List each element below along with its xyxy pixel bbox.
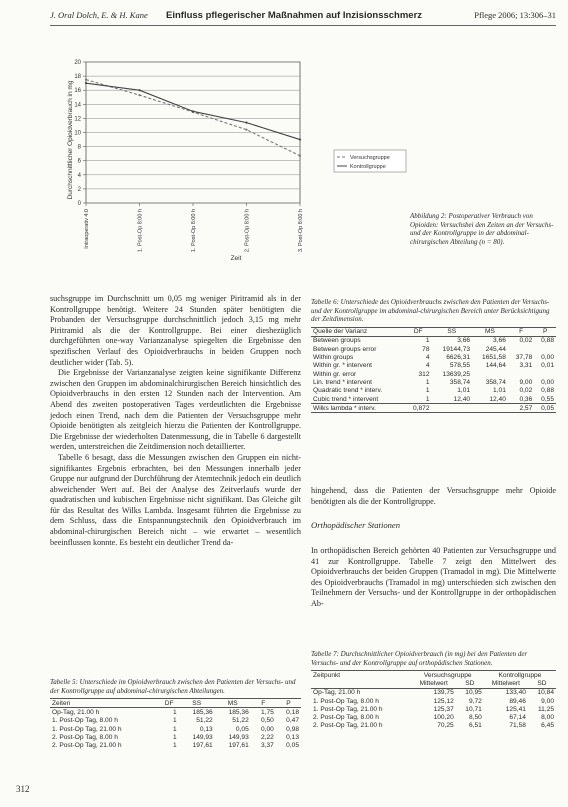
- y-tick-label: 6: [77, 158, 81, 165]
- data-point: [192, 110, 194, 112]
- table-row: [50, 741, 301, 749]
- col-header: Zeitpunkt: [313, 671, 341, 679]
- col-header: MS: [485, 328, 495, 336]
- table-cell: 245,44: [485, 345, 506, 353]
- y-tick-label: 10: [74, 130, 81, 137]
- table5-grid: [50, 698, 301, 750]
- table-cell: 125,12: [433, 697, 454, 705]
- col-header: SD: [537, 679, 547, 687]
- data-point: [85, 82, 87, 84]
- table-cell: [534, 370, 556, 378]
- figure-caption: Abbildung 2: Postoperativer Verbrauch von Opioiden: Versuchsbei den Zeiten an der Versuchs- und der Kontrollgruppe in der abdominal-chirurgischen Abteilung (n = 80).: [410, 212, 554, 246]
- table-cell: 8,00: [541, 714, 554, 722]
- table-cell: Within gr. error: [313, 370, 357, 378]
- table-cell: 1: [173, 742, 177, 750]
- series-line-1: [86, 80, 300, 156]
- table-cell: 51,22: [196, 717, 213, 725]
- y-tick-label: 14: [74, 102, 81, 109]
- table-cell: Between groups: [313, 337, 361, 345]
- table-7: [311, 650, 556, 730]
- col-header: P: [542, 328, 548, 336]
- y-tick-label: 4: [77, 172, 81, 179]
- table-cell: Between groups error: [313, 345, 377, 353]
- table-5: [50, 678, 301, 750]
- data-point: [245, 129, 247, 131]
- table-cell: 9,00: [541, 697, 554, 705]
- table-cell: 133,40: [505, 689, 526, 697]
- table-row: [311, 345, 556, 353]
- col-header: DF: [164, 699, 174, 707]
- table-cell: 13639,25: [442, 370, 471, 378]
- table6-grid: [311, 327, 556, 414]
- data-point: [299, 155, 301, 157]
- table-cell: 2. Post-Op Tag, 8.00 h: [52, 733, 118, 741]
- table-cell: 358,74: [449, 378, 471, 386]
- table-cell: 0,00: [541, 378, 554, 386]
- table-cell: 10,95: [465, 689, 482, 697]
- col-header: [311, 679, 412, 688]
- table-cell: 1. Post-Op Tag, 8.00 h: [313, 697, 379, 705]
- table-cell: 6,51: [468, 722, 482, 730]
- legend-label: Kontrollgruppe: [350, 164, 386, 170]
- y-tick-label: 2: [77, 186, 81, 193]
- table-cell: 125,37: [433, 705, 454, 713]
- table-cell: 149,93: [228, 733, 249, 741]
- table-cell: 185,36: [228, 708, 249, 716]
- col-header: Mittelwert: [491, 679, 520, 687]
- table-cell: 71,58: [509, 722, 526, 730]
- table-cell: 0,18: [286, 708, 299, 716]
- citation: Pflege 2006; 13:306–31: [474, 10, 556, 20]
- table-row: [311, 697, 556, 705]
- table-cell: [432, 404, 473, 413]
- table-cell: 89,46: [509, 697, 526, 705]
- col-header: Quelle der Varianz: [313, 328, 368, 336]
- table-row: [311, 336, 556, 345]
- data-point: [138, 94, 140, 96]
- table-cell: 0,05: [235, 725, 249, 733]
- table-row: [311, 722, 556, 730]
- right-column-top: [311, 486, 556, 507]
- table-cell: 19144,73: [442, 345, 471, 353]
- table-6: [311, 298, 556, 413]
- table-cell: 1: [425, 387, 430, 395]
- y-tick-label: 18: [74, 74, 81, 81]
- table-cell: 0,02: [519, 337, 533, 345]
- table-cell: 12,40: [453, 395, 471, 403]
- table-cell: 1: [173, 717, 177, 725]
- table-cell: Op-Tag, 21.00 h: [52, 708, 100, 716]
- col-header: SD: [465, 679, 475, 687]
- col-header: Versuchsgruppe: [423, 671, 472, 679]
- table-cell: [508, 370, 534, 378]
- table-cell: 1,75: [261, 708, 274, 716]
- table-cell: 51,22: [232, 717, 249, 725]
- y-tick-label: 20: [74, 60, 81, 66]
- table-cell: [508, 345, 534, 353]
- table-caption: Tabelle 5: Unterschiede im Opioidverbrauch zwischen den Patienten der Versuchs- und der Kontrollgruppe auf abdominal-chirurgischen Abteilungen.: [50, 678, 296, 695]
- table-cell: 0,00: [541, 354, 554, 362]
- table-cell: 2. Post-Op Tag, 21.00 h: [52, 742, 122, 750]
- table-cell: 1. Post-Op Tag, 8.00 h: [52, 717, 118, 725]
- table-cell: 149,93: [192, 733, 213, 741]
- table-cell: 1: [425, 337, 430, 345]
- table-cell: 4: [425, 362, 430, 370]
- col-header: SS: [447, 328, 457, 336]
- table-row: [311, 713, 556, 721]
- table-row: [311, 378, 556, 386]
- y-tick-label: 16: [74, 88, 81, 95]
- table-cell: Op-Tag, 21.00 h: [313, 689, 361, 697]
- legend-label: Versuchsgruppe: [350, 155, 390, 161]
- header-rule: [50, 25, 556, 26]
- table-cell: 0,88: [541, 337, 554, 345]
- running-header: [50, 10, 556, 24]
- right-column-bottom: [311, 546, 556, 610]
- table-cell: 139,75: [433, 689, 454, 697]
- col-header: F: [519, 328, 524, 336]
- table-cell: 3,66: [457, 337, 471, 345]
- table-cell: 2,57: [519, 404, 533, 412]
- table-cell: 2. Post-Op Tag, 21.00 h: [313, 722, 383, 730]
- table-cell: 0,88: [541, 387, 554, 395]
- table-cell: [472, 370, 508, 378]
- table-cell: 578,55: [449, 362, 471, 370]
- table-cell: 1. Post-Op Tag, 21.00 h: [313, 705, 383, 713]
- table-cell: [534, 345, 556, 353]
- table-cell: 1: [173, 725, 177, 733]
- table-cell: 0,05: [541, 404, 554, 412]
- x-tick-label: 1. Post-Op 8:00 h: [191, 209, 197, 253]
- table7-grid: [311, 670, 556, 730]
- table-cell: 0,872: [413, 404, 430, 412]
- table-cell: 312: [418, 370, 430, 378]
- data-point: [138, 89, 140, 91]
- paragraph: In orthopädischen Bereich gehörten 40 Patienten zur Versuchsgruppe und 41 zur Kontrollgruppe. Tabelle 7 zeigt den Mittelwert des Opioidverbrauchs der beiden Gruppen (Tramadol in mg). Die Mittelwerte des Opioidverbrauchs (Tramadol in mg) unterschieden sich zwischen den Teilnehmern der Versuchs- und der Kontrollgruppe in der orthopädischen Ab-: [311, 546, 556, 608]
- chart-ylabel: Durchschnittlicher Opioidverbrauch in mg: [67, 80, 74, 200]
- chart-xlabel: Zeit: [230, 255, 242, 262]
- paragraph: hingehend, dass die Patienten der Versuchsgruppe mehr Opioide benötigten als die der Kontrollgruppe.: [311, 486, 556, 506]
- table-cell: 2. Post-Op Tag, 8.00 h: [313, 714, 379, 722]
- table-cell: 37,78: [515, 354, 533, 362]
- y-tick-label: 0: [77, 201, 81, 207]
- table-cell: [472, 404, 508, 413]
- table-cell: 1651,58: [482, 354, 506, 362]
- table-cell: Within gr. * intervent: [313, 362, 373, 370]
- table-cell: 6,45: [541, 722, 554, 730]
- paragraph: Die Ergebnisse der Varianzanalyse zeigten keine signifikante Differenz zwischen den Gruppen im abdominalchirurgischen Bereich hinsichtlich des Opioidverbrauchs in den ersten 12 Stunden nach der Intervention. Am Abend des zweiten postoperativen Tages verdeutlichten die Ergebnisse jedoch einen Trend, nach dem die Patienten der Versuchsgruppe mehr Opioide benötigten als zeitgleich hierzu die Patienten der Kontrollgruppe. Die Ergebnisse der wiederholten Datenmessung, die in Tabelle 6 dargestellt werden, unterstreichen die Zeitdimension noch detaillierter.: [50, 368, 301, 452]
- table-cell: 9,00: [519, 378, 533, 386]
- col-header: Mittelwert: [419, 679, 448, 687]
- table-row: [311, 353, 556, 361]
- table-row: [311, 705, 556, 713]
- table-cell: 9,72: [468, 697, 482, 705]
- table-cell: 67,14: [509, 714, 526, 722]
- article-title: Einfluss pflegerischer Maßnahmen auf Inzisionsschmerz: [166, 10, 423, 21]
- table-row: [50, 725, 301, 733]
- table-cell: 12,40: [489, 395, 506, 403]
- table-cell: Lin. trend * intervent: [313, 378, 373, 386]
- table-cell: 1. Post-Op Tag, 21.00 h: [52, 725, 122, 733]
- table-cell: 0,01: [541, 362, 554, 370]
- data-point: [299, 138, 301, 140]
- col-header: Zeiten: [52, 699, 71, 707]
- table-caption: Tabelle 6: Unterschiede des Opioidverbrauchs zwischen den Patienten der Versuchs- und der Kontrollgruppe im abdominal-chirurgischen Bereich unter Berücksichtigung der Zeitdimension.: [311, 298, 550, 323]
- table-cell: 0,98: [286, 725, 299, 733]
- page-number: 312: [16, 784, 30, 794]
- col-header: DF: [413, 328, 423, 336]
- table-cell: 78: [422, 345, 430, 353]
- table-cell: 0,13: [199, 725, 213, 733]
- table-cell: 3,37: [261, 742, 274, 750]
- table-cell: 10,84: [537, 689, 554, 697]
- table-cell: 0,50: [261, 717, 274, 725]
- col-header: F: [261, 699, 266, 707]
- table-cell: 0,00: [261, 725, 274, 733]
- table-cell: 0,47: [286, 717, 299, 725]
- table-cell: 2,22: [261, 733, 274, 741]
- table-row: [50, 708, 301, 717]
- table-cell: 11,25: [537, 705, 554, 713]
- opioid-line-chart: [50, 48, 412, 264]
- table-row: [311, 362, 556, 370]
- table-cell: 1: [425, 378, 430, 386]
- table-cell: 1,01: [493, 387, 506, 395]
- table-row: [311, 387, 556, 395]
- table-cell: 1,01: [457, 387, 471, 395]
- table-cell: 125,41: [505, 705, 526, 713]
- table-cell: 3,31: [519, 362, 533, 370]
- table-row: [311, 395, 556, 404]
- table-cell: 197,61: [228, 742, 249, 750]
- table-cell: 0,55: [541, 395, 554, 403]
- table-cell: 4: [425, 354, 430, 362]
- table-cell: 8,50: [468, 714, 482, 722]
- data-point: [85, 79, 87, 81]
- table-cell: 358,74: [485, 378, 506, 386]
- table-row: [311, 688, 556, 697]
- table-cell: 0,02: [519, 387, 533, 395]
- table-cell: 1: [425, 395, 430, 403]
- data-point: [245, 122, 247, 124]
- x-tick-label: 1. Post-Op 8:00 h: [137, 209, 144, 253]
- x-tick-label: 2. Post-Op 8:00 h: [244, 209, 251, 253]
- table-cell: Within groups: [313, 354, 354, 362]
- table-cell: 185,36: [192, 708, 213, 716]
- section-heading: Orthopädischer Stationen: [311, 520, 401, 530]
- col-header: Kontrollgruppe: [498, 671, 542, 679]
- table-cell: 0,05: [286, 742, 299, 750]
- left-column: [50, 294, 301, 548]
- col-header: SS: [192, 699, 202, 707]
- table-cell: 0,36: [519, 395, 533, 403]
- x-tick-label: 3. Post-Op 8:00 h: [298, 209, 304, 253]
- table-row: [311, 370, 556, 378]
- table-cell: 3,66: [493, 337, 506, 345]
- table-cell: 144,64: [485, 362, 506, 370]
- table-caption: Tabelle 7: Durchschnittlicher Opioidverbrauch (in mg) bei den Patienten der Versuchs- und der Kontrollgruppe auf orthopädischen Stationen.: [311, 650, 528, 667]
- table-cell: 1: [173, 708, 177, 716]
- table-cell: 10,71: [465, 705, 482, 713]
- table-cell: Wilks lambda * interv.: [313, 404, 376, 412]
- table-cell: Quadratic trend * interv.: [313, 387, 383, 395]
- col-header: P: [286, 699, 291, 707]
- table-row: [50, 733, 301, 741]
- y-tick-label: 8: [77, 144, 81, 151]
- table-cell: 197,61: [192, 742, 213, 750]
- table-cell: 100,20: [433, 714, 454, 722]
- table-cell: 70,25: [437, 722, 454, 730]
- journal-authors: J. Oral Dolch, E. & H. Kane: [50, 10, 148, 20]
- table-cell: 6626,31: [446, 354, 471, 362]
- y-tick-label: 12: [74, 116, 81, 123]
- col-header: MS: [227, 699, 238, 707]
- table-cell: 1: [173, 733, 177, 741]
- table-cell: Cubic trend * intervent: [313, 395, 379, 403]
- paragraph: Tabelle 6 besagt, dass die Messungen zwischen den Gruppen ein nicht-signifikantes Ergebnis erbrachten, bei den Messungen innerhalb jeder Gruppe nur aufgrund der Durchführung der Atemtechnik jedoch ein deutlich abweichender Wert auf. Bei der Analyse des Zeitverlaufs wurde der quadratischen und kubischen Ergebnisse nicht signifikant. Das Gleiche gilt für das Resultat des Wilks Lambda. Insgesamt führten die Ergebnisse zu dem Schluss, dass die Entspannungstechnik den Opioidverbrauch im abdominal-chirurgischen Bereich nicht – wie erwartet – wesentlich beeinflussen konnte. Es besteht ein deutlicher Trend da-: [50, 452, 301, 547]
- table-cell: 0,13: [286, 733, 299, 741]
- paragraph: suchsgruppe im Durchschnitt um 0,05 mg weniger Piritramid als in der Kontrollgruppe benötigt. Weitere 24 Stunden später benötigten die Probanden der Versuchsgruppe durchschnittlich jedoch 3,15 mg mehr Piritramid als die der Kontrollgruppe. Bei einer dieshezüglich durchgeführten one-way Varianzanalyse spiegelten die Ergebnisse den spezifischen Verlauf des Opioidverbrauchs in beiden Gruppen noch deutlicher wider (Tab. 5).: [50, 294, 301, 367]
- x-tick-label: Intraoperativ 4:0: [84, 209, 90, 249]
- table-row: [50, 717, 301, 725]
